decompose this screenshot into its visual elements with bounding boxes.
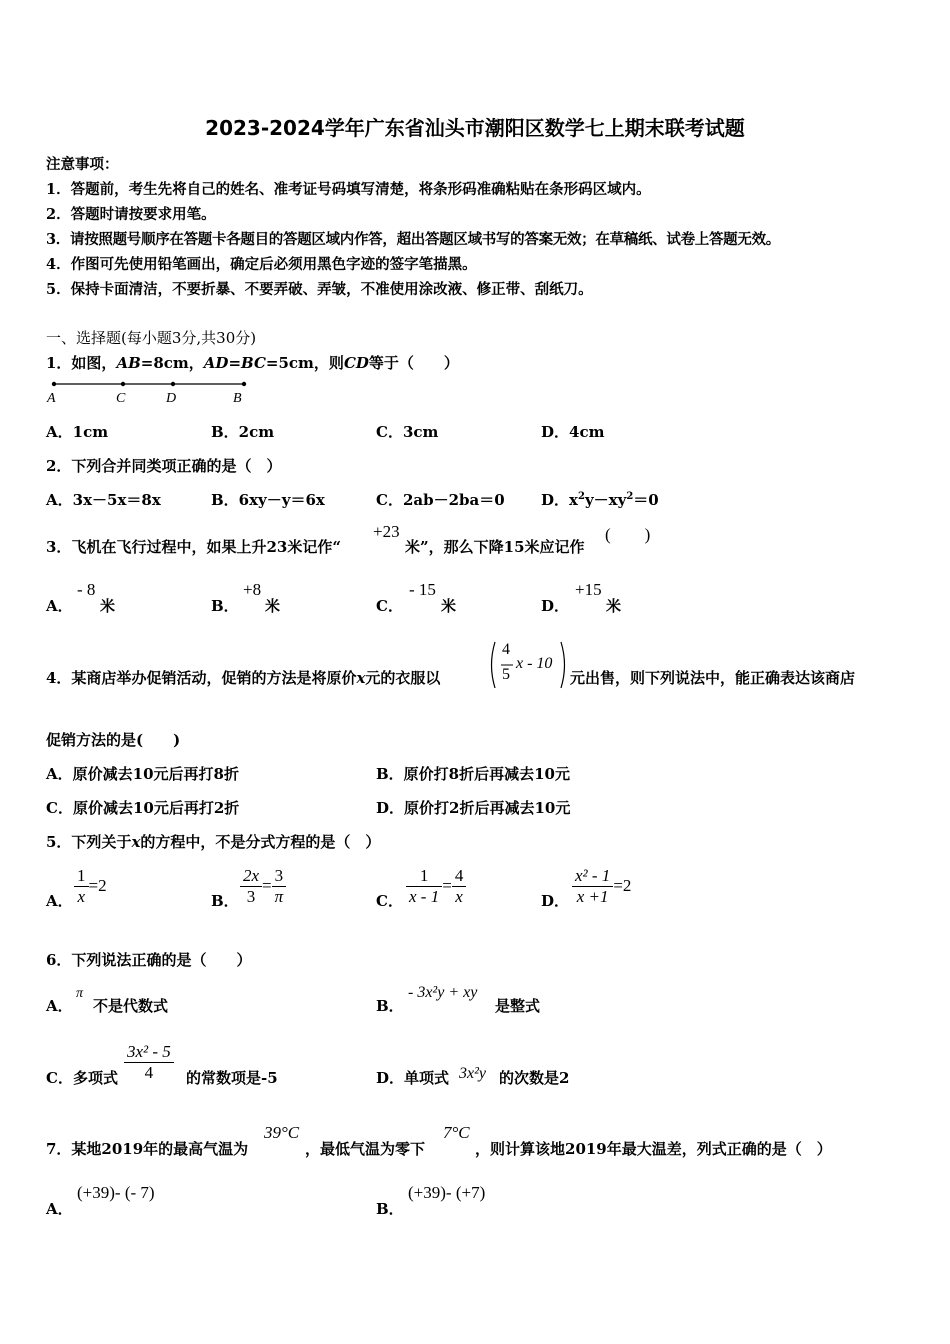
option-b-label[interactable]: B． [211, 892, 239, 910]
option-d-label[interactable]: D． [541, 892, 570, 910]
option-a-equation: $\frac{1}{x}$ =2 [74, 866, 107, 907]
option-c[interactable]: C．3cm [376, 423, 439, 441]
option-a-label[interactable]: A． [46, 997, 73, 1015]
option-b-expression: (+39)- (+7) [408, 1183, 486, 1202]
point-label-d: D [166, 391, 177, 406]
option-d-text: 的次数是2 [499, 1069, 570, 1087]
question-6-stem: 6．下列说法正确的是（ ） [46, 951, 252, 969]
low-temperature: 7°C [443, 1123, 470, 1142]
notice-item: 3．请按照题号顺序在答题卡各题目的答题区域内作答，超出答题区域书写的答案无效；在草稿纸、试卷上答题无效。 [46, 231, 780, 248]
point-label-b: B [233, 391, 242, 406]
option-a-text: 不是代数式 [93, 997, 169, 1015]
fraction-denominator: 5 [502, 666, 510, 683]
option-c[interactable]: C．原价减去10元后再打2折 [46, 799, 240, 817]
option-b[interactable]: B．原价打8折后再减去10元 [376, 765, 570, 783]
option-d-label[interactable]: D．单项式 [376, 1069, 450, 1087]
option-c-label[interactable]: C． [376, 597, 403, 615]
question-7-stem-b: ，最低气温为零下 [305, 1140, 426, 1158]
point-b-dot [242, 382, 246, 386]
option-d-label[interactable]: D． [541, 597, 570, 615]
notice-item: 2．答题时请按要求用笔。 [46, 206, 216, 223]
option-a-unit: 米 [100, 597, 116, 615]
question-2-stem: 2．下列合并同类项正确的是（ ） [46, 457, 282, 475]
pi-symbol: π [76, 986, 84, 1001]
option-a-label[interactable]: A． [46, 1200, 73, 1218]
option-b-expression: - 3x²y + xy [408, 984, 478, 1001]
option-b-text: 是整式 [495, 997, 541, 1015]
fraction-numerator: 4 [502, 641, 510, 658]
option-a[interactable]: A．1cm [46, 423, 109, 441]
question-4-stem-c: 元出售，则下列说法中，能正确表达该商店 [570, 669, 856, 687]
question-4-stem-a: 4．某商店举办促销活动，促销的方法是将原价x元的衣服以 [46, 669, 441, 687]
point-label-c: C [116, 391, 126, 406]
option-d[interactable]: D．原价打2折后再减去10元 [376, 799, 571, 817]
page-title: 2023-2024学年广东省汕头市潮阳区数学七上期末联考试题 [205, 116, 745, 140]
notice-item: 1．答题前，考生先将自己的姓名、准考证号码填写清楚，将条形码准确粘贴在条形码区域内。 [46, 181, 651, 198]
option-a[interactable]: A．原价减去10元后再打8折 [46, 765, 239, 783]
question-7-stem-a: 7．某地2019年的最高气温为 [46, 1140, 249, 1158]
option-b[interactable]: B．2cm [211, 423, 275, 441]
section-heading: 一、选择题(每小题3分,共30分) [46, 329, 257, 347]
answer-paren: ( ) [605, 525, 651, 544]
option-c-value: - 15 [409, 580, 436, 599]
question-3-stem-a: 3．飞机在飞行过程中，如果上升23米记作“ [46, 538, 341, 556]
option-c-label[interactable]: C． [376, 892, 403, 910]
option-c-text: 的常数项是-5 [186, 1069, 278, 1087]
option-b-equation: $\frac{2x}{3}$ = $\frac{3}{\pi}$ [240, 866, 286, 907]
question-3-stem-b: 米”，那么下降15米应记作 [405, 538, 585, 556]
option-c-equation: $\frac{1}{x - 1}$ = $\frac{4}{x}$ [406, 866, 466, 907]
option-b-label[interactable]: B． [211, 597, 239, 615]
option-d-equation: $\frac{\text{x² - 1}}{x +1}$ =2 [572, 866, 631, 907]
question-7-stem-c: ，则计算该地2019年最大温差，列式正确的是（ ） [475, 1140, 832, 1158]
option-c[interactable]: C．2ab－2ba＝0 [376, 491, 505, 509]
option-d-expression: 3x²y [459, 1065, 486, 1082]
option-d-value: +15 [575, 580, 602, 599]
option-b-label[interactable]: B． [376, 997, 404, 1015]
option-b-label[interactable]: B． [376, 1200, 404, 1218]
notice-item: 4．作图可先使用铅笔画出，确定后必须用黑色字迹的签字笔描黑。 [46, 256, 477, 273]
option-b-value: +8 [243, 580, 262, 599]
option-a-value: - 8 [77, 580, 96, 599]
option-b-unit: 米 [265, 597, 281, 615]
notice-heading: 注意事项： [46, 156, 119, 173]
segment-diagram [44, 374, 254, 408]
question-1-stem: 1．如图，AB=8cm，AD=BC=5cm，则CD等于（ ） [46, 354, 459, 372]
point-c-dot [121, 382, 125, 386]
point-a-dot [52, 382, 56, 386]
option-a-label[interactable]: A． [46, 892, 73, 910]
plus-23-expression: +23 [373, 522, 400, 541]
option-c-unit: 米 [441, 597, 457, 615]
point-label-a: A [47, 391, 56, 406]
q4-linear-tail: x - 10 [516, 655, 553, 672]
option-d[interactable]: D．$x^2y-xy^2=0$ [541, 491, 659, 509]
option-a[interactable]: A．3x－5x＝8x [46, 491, 161, 509]
option-d[interactable]: D．4cm [541, 423, 605, 441]
option-b[interactable]: B．6xy－y＝6x [211, 491, 325, 509]
question-5-stem: 5．下列关于x的方程中，不是分式方程的是（ ） [46, 833, 381, 851]
notice-item: 5．保持卡面清洁，不要折暴、不要弄破、弄皱，不准使用涂改液、修正带、刮纸刀。 [46, 281, 593, 298]
option-c-label[interactable]: C．多项式 [46, 1069, 118, 1087]
question-4-stem-d: 促销方法的是( ) [46, 731, 181, 749]
option-a-expression: (+39)- (- 7) [77, 1183, 155, 1202]
option-c-fraction: $\frac{\text{3x² - 5}}{4}$ [124, 1042, 174, 1083]
option-d-unit: 米 [606, 597, 622, 615]
option-a-label[interactable]: A． [46, 597, 73, 615]
point-d-dot [171, 382, 175, 386]
high-temperature: 39°C [264, 1123, 300, 1142]
